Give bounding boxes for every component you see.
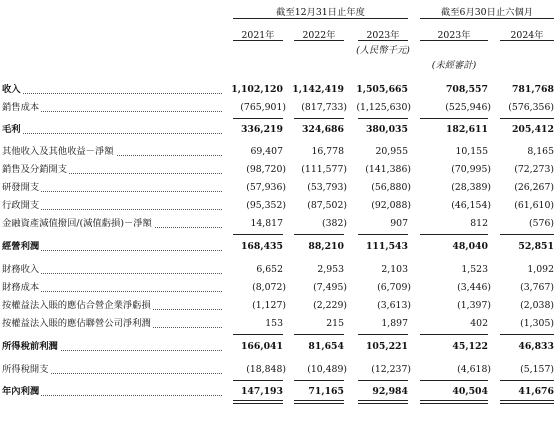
subtotal-rule [294,334,344,335]
cell-2023: 105,221 [365,341,408,352]
cell-2021: (765,901) [240,102,286,113]
subtotal-rule [420,380,488,381]
cell-2024-h1: 781,768 [511,84,554,95]
row-label: 銷售及分銷開支 [2,164,68,175]
row-label: 按權益法入賬的應佔合營企業淨虧損 [2,300,151,311]
row-label: 收入 [2,84,21,95]
header-fy-rule [233,18,408,19]
cell-2023: (3,613) [377,300,411,311]
cell-2024-h1: 8,165 [527,146,554,157]
cell-2021: (95,352) [246,200,286,211]
table-row-associate-share [0,317,554,331]
subtotal-rule [358,380,408,381]
cell-2021: (8,072) [252,282,286,293]
total-double-rule [233,400,283,404]
row-label: 財務成本 [2,282,40,293]
cell-2023-h1: (1,397) [457,300,491,311]
header-fiscal-year-group: 截至12月31日止年度 [276,7,365,18]
table-row-income-tax [0,363,554,377]
cell-2024-h1: 1,092 [527,264,554,275]
cell-2024-h1: (2,038) [520,300,554,311]
cell-2024-h1: 41,676 [518,386,554,397]
subtotal-rule [500,334,554,335]
cell-2024-h1: (576) [529,218,554,229]
cell-2023: (141,386) [365,164,411,175]
table-row-finance-income [0,263,554,277]
cell-2021: 336,219 [240,124,283,135]
cell-2024-h1: (26,267) [514,182,554,193]
row-label: 其他收入及其他收益－淨額 [2,146,114,157]
cell-2023-h1: 1,523 [461,264,488,275]
cell-2021: 168,435 [240,241,283,252]
header-h1-rule [420,18,554,19]
cell-2024-h1: 46,833 [518,341,554,352]
cell-2022: 215 [326,318,344,329]
table-row-profit-before-tax [0,340,554,354]
cell-2023-h1: 48,040 [452,241,488,252]
cell-2023: 20,955 [375,146,408,157]
subtotal-rule [294,380,344,381]
cell-2022: 88,210 [308,241,344,252]
row-label: 按權益法入賬的應佔聯營公司淨利潤 [2,318,151,329]
subtotal-rule [294,118,344,119]
row-label: 金融資產減值撥回/(減值虧損)－淨額 [2,218,152,229]
currency-note: (人民幣千元) [356,45,410,56]
cell-2023-h1: 40,504 [452,386,488,397]
year-header-2024-h1: 2024年 [510,30,544,41]
cell-2021: (98,720) [246,164,286,175]
cell-2024-h1: (72,273) [514,164,554,175]
row-label: 所得稅開支 [2,364,49,375]
total-double-rule [500,400,554,404]
subtotal-rule [233,380,283,381]
row-label: 毛利 [2,124,21,135]
subtotal-rule [358,118,408,119]
cell-2023-h1: 812 [470,218,488,229]
table-row-revenue [0,83,554,97]
cell-2021: 1,102,120 [231,84,283,95]
cell-2022: 16,778 [311,146,344,157]
table-row-operating-profit [0,240,554,254]
table-row-selling-expenses [0,163,554,177]
cell-2023: 1,897 [381,318,408,329]
cell-2023-h1: (525,946) [445,102,491,113]
cell-2023-h1: 402 [470,318,488,329]
year-header-2023: 2023年 [366,30,400,41]
subtotal-rule [500,118,554,119]
cell-2023-h1: (28,389) [451,182,491,193]
cell-2022: 81,654 [308,341,344,352]
cell-2022: (382) [322,218,347,229]
table-row-cost-of-sales [0,101,554,115]
cell-2023-h1: 10,155 [455,146,488,157]
subtotal-rule [233,234,283,235]
cell-2023: 907 [390,218,408,229]
cell-2023-h1: (3,446) [457,282,491,293]
cell-2023: (6,709) [377,282,411,293]
cell-2023: 111,543 [365,241,408,252]
year-rule-2023-h1 [420,40,488,41]
unaudited-note: (未經審計) [431,60,477,71]
table-row-finance-costs [0,281,554,295]
cell-2021: 69,407 [250,146,283,157]
cell-2022: (111,577) [301,164,347,175]
year-rule-2022 [294,40,344,41]
cell-2022: 2,953 [317,264,344,275]
cell-2023-h1: 708,557 [445,84,488,95]
year-header-2021: 2021年 [241,30,275,41]
cell-2023: 2,103 [381,264,408,275]
cell-2022: (87,502) [307,200,347,211]
subtotal-rule [420,234,488,235]
row-label: 研發開支 [2,182,40,193]
cell-2024-h1: (1,305) [520,318,554,329]
cell-2022: (2,229) [313,300,347,311]
cell-2021: 153 [265,318,283,329]
subtotal-rule [420,334,488,335]
year-header-2023-h1: 2023年 [437,30,471,41]
cell-2024-h1: 205,412 [511,124,554,135]
cell-2022: (53,793) [307,182,347,193]
cell-2023: (12,237) [371,364,411,375]
year-rule-2021 [233,40,283,41]
year-rule-2024-h1 [500,40,554,41]
subtotal-rule [358,334,408,335]
row-label: 銷售成本 [2,102,40,113]
cell-2023: 1,505,665 [356,84,408,95]
cell-2023: (56,880) [371,182,411,193]
cell-2021: (18,848) [246,364,286,375]
cell-2023-h1: (46,154) [451,200,491,211]
cell-2024-h1: (5,157) [520,364,554,375]
cell-2023: (1,125,630) [356,102,411,113]
cell-2023: 92,984 [372,386,408,397]
year-rule-2023 [358,40,408,41]
cell-2022: 1,142,419 [292,84,344,95]
cell-2021: (57,936) [246,182,286,193]
table-row-jv-share [0,299,554,313]
cell-2023-h1: 45,122 [452,341,488,352]
cell-2021: (1,127) [252,300,286,311]
cell-2022: (7,495) [313,282,347,293]
table-row-admin-expenses [0,199,554,213]
table-row-profit-for-year [0,385,554,399]
subtotal-rule [233,334,283,335]
cell-2023-h1: (70,995) [451,164,491,175]
header-six-month-group: 截至6月30日止六個月 [440,7,534,18]
cell-2023-h1: (4,618) [457,364,491,375]
total-double-rule [294,400,344,404]
cell-2022: (10,489) [307,364,347,375]
cell-2024-h1: 52,851 [518,241,554,252]
cell-2024-h1: (3,767) [520,282,554,293]
subtotal-rule [500,380,554,381]
table-row-gross-profit [0,123,554,137]
cell-2023: 380,035 [365,124,408,135]
cell-2021: 6,652 [256,264,283,275]
cell-2022: (817,733) [301,102,347,113]
table-row-impairment [0,217,554,231]
cell-2021: 166,041 [240,341,283,352]
cell-2024-h1: (576,356) [508,102,554,113]
total-double-rule [420,400,488,404]
cell-2022: 71,165 [308,386,344,397]
row-label: 行政開支 [2,200,40,211]
subtotal-rule [420,118,488,119]
total-double-rule [358,400,408,404]
subtotal-rule [233,118,283,119]
subtotal-rule [358,234,408,235]
cell-2021: 147,193 [240,386,283,397]
row-label: 所得稅前利潤 [2,341,58,352]
cell-2021: 14,817 [250,218,283,229]
row-label: 年內利潤 [2,386,40,397]
row-label: 財務收入 [2,264,40,275]
cell-2022: 324,686 [301,124,344,135]
table-row-rnd-expenses [0,181,554,195]
cell-2024-h1: (61,610) [514,200,554,211]
year-header-2022: 2022年 [302,30,336,41]
table-row-other-income [0,145,554,159]
subtotal-rule [294,234,344,235]
subtotal-rule [500,234,554,235]
cell-2023-h1: 182,611 [445,124,488,135]
cell-2023: (92,088) [371,200,411,211]
row-label: 經營利潤 [2,241,40,252]
